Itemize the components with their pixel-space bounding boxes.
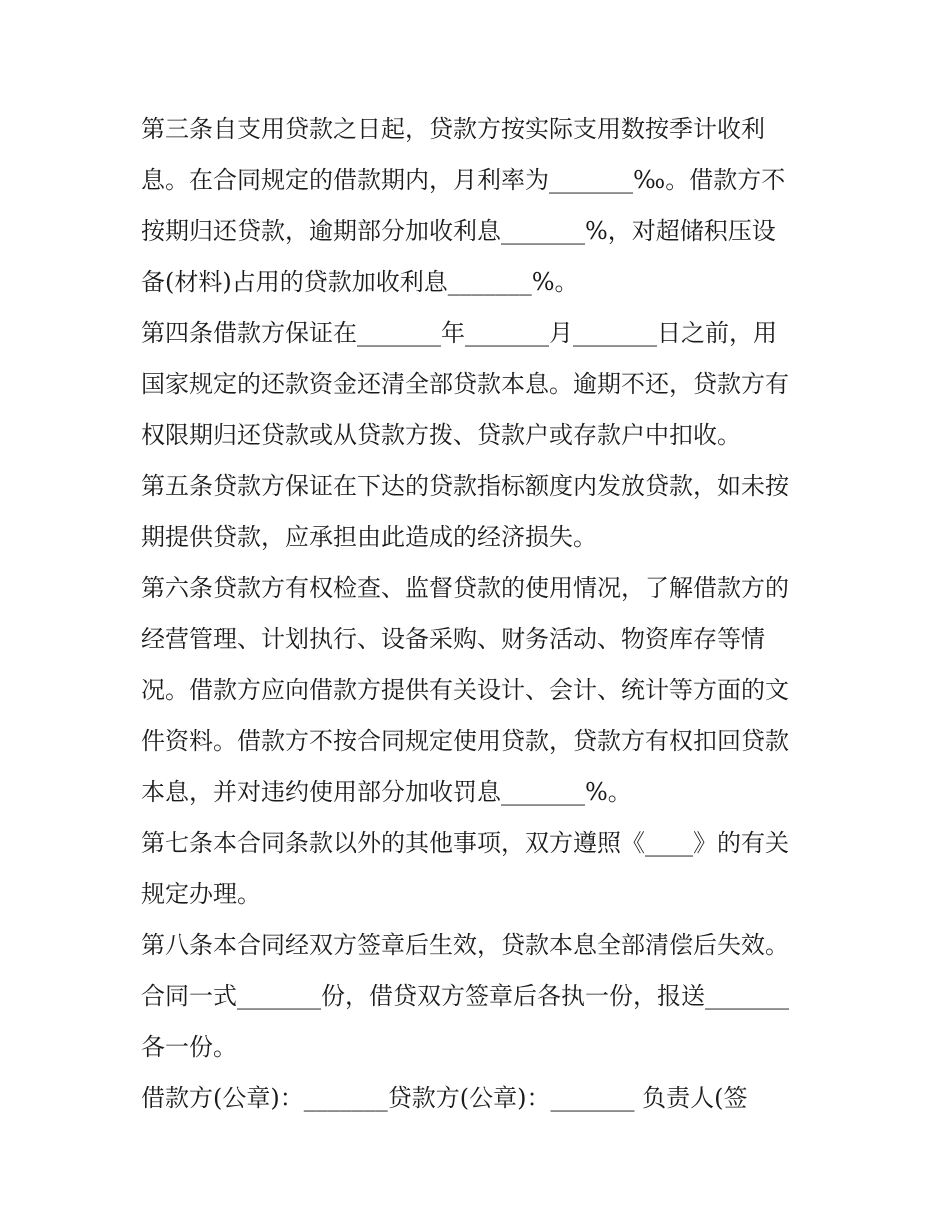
- article-4-line-2: 国家规定的还款资金还清全部贷款本息。逾期不还，贷款方有: [141, 370, 789, 398]
- signature-line: 借款方(公章)：_______贷款方(公章)：_______ 负责人(签: [141, 1084, 748, 1112]
- copies-line-1: 合同一式_______份，借贷双方签章后各执一份，报送_______: [141, 982, 789, 1010]
- article-3-line-4: 备(材料)占用的贷款加收利息_______%。: [141, 268, 579, 296]
- copies-line-2: 各一份。: [141, 1033, 237, 1061]
- article-6-line-1: 第六条贷款方有权检查、监督贷款的使用情况，了解借款方的: [141, 574, 789, 602]
- article-4-line-3: 权限期归还贷款或从贷款方拨、贷款户或存款户中扣收。: [141, 421, 741, 449]
- article-3-line-3: 按期归还贷款，逾期部分加收利息_______%，对超储积压设: [141, 217, 776, 245]
- article-6-line-5: 本息，并对违约使用部分加收罚息_______%。: [141, 778, 632, 806]
- article-5-line-1: 第五条贷款方保证在下达的贷款指标额度内发放贷款，如未按: [141, 472, 789, 500]
- article-3-line-1: 第三条自支用贷款之日起，贷款方按实际支用数按季计收利: [141, 115, 765, 143]
- article-6-line-3: 况。借款方应向借款方提供有关设计、会计、统计等方面的文: [141, 676, 789, 704]
- contract-body: [141, 104, 821, 1124]
- article-8-line-1: 第八条本合同经双方签章后生效，贷款本息全部清偿后失效。: [141, 931, 789, 959]
- article-6-line-4: 件资料。借款方不按合同规定使用贷款，贷款方有权扣回贷款: [141, 727, 789, 755]
- article-7-line-1: 第七条本合同条款以外的其他事项，双方遵照《____》的有关: [141, 829, 789, 857]
- article-7-line-2: 规定办理。: [141, 880, 261, 908]
- article-5-line-2: 期提供贷款，应承担由此造成的经济损失。: [141, 523, 597, 551]
- article-3-line-2: 息。在合同规定的借款期内，月利率为_______‰。借款方不: [141, 166, 786, 194]
- article-6-line-2: 经营管理、计划执行、设备采购、财务活动、物资库存等情: [141, 625, 765, 653]
- article-4-line-1: 第四条借款方保证在_______年_______月_______日之前，用: [141, 319, 777, 347]
